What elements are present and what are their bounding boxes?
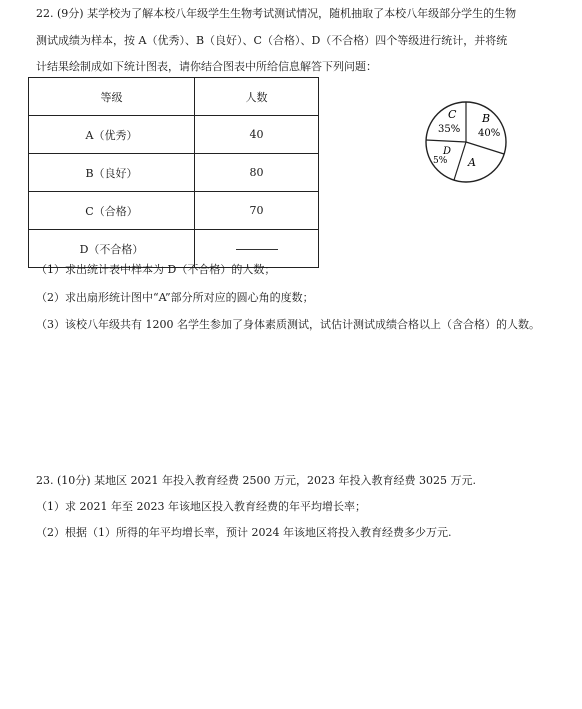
- q23-subquestion-2: （2）根据（1）所得的年平均增长率，预计 2024 年该地区将投入教育经费多少万元.: [36, 526, 452, 539]
- pie-value-b: 40%: [478, 128, 501, 139]
- q22-subquestion-1: （1）求出统计表中样本为 D（不合格）的人数；: [36, 263, 276, 276]
- grade-count-table: [28, 77, 319, 268]
- count-cell-blank: [195, 230, 319, 268]
- q22-stem-line2: 测试成绩为样本，按 A（优秀）、B（良好）、C（合格）、D（不合格）四个等级进行统计，并将统: [36, 34, 508, 47]
- pie-label-c: C: [448, 108, 457, 121]
- q22-stem-line1: 22. (9分) 某学校为了解本校八年级学生生物考试测试情况，随机抽取了本校八年级部分学生的生物: [36, 7, 517, 20]
- pie-divider: [466, 142, 504, 154]
- grade-cell: B（良好）: [29, 154, 195, 192]
- pie-label-d: D: [443, 146, 452, 157]
- pie-value-d: 5%: [433, 156, 448, 166]
- pie-divider: [454, 142, 466, 180]
- pie-label-a: A: [468, 156, 476, 169]
- header-count: 人数: [195, 78, 319, 116]
- table-row: [29, 230, 319, 268]
- count-cell: 40: [195, 116, 319, 154]
- table-row: [29, 116, 319, 154]
- pie-label-b: B: [482, 112, 491, 125]
- count-cell: 70: [195, 192, 319, 230]
- pie-value-c: 35%: [438, 124, 461, 135]
- q23-subquestion-1: （1）求 2021 年至 2023 年该地区投入教育经费的年平均增长率；: [36, 500, 366, 513]
- table-header-row: [29, 78, 319, 116]
- table-row: [29, 192, 319, 230]
- header-grade: 等级: [29, 78, 195, 116]
- q23-stem: 23. (10分) 某地区 2021 年投入教育经费 2500 万元，2023 年投入教育经费 3025 万元.: [36, 474, 477, 487]
- q22-subquestion-3: （3）该校八年级共有 1200 名学生参加了身体素质测试，试估计测试成绩合格以上（含合格）的人数。: [36, 318, 540, 331]
- grade-cell: C（合格）: [29, 192, 195, 230]
- pie-divider: [426, 140, 466, 142]
- answer-blank: [236, 248, 278, 250]
- grade-cell: D（不合格）: [29, 230, 195, 268]
- grade-cell: A（优秀）: [29, 116, 195, 154]
- pie-chart: [414, 100, 518, 184]
- table-row: [29, 154, 319, 192]
- count-cell: 80: [195, 154, 319, 192]
- q22-stem-line3: 计结果绘制成如下统计图表，请你结合图表中所给信息解答下列问题：: [36, 60, 377, 73]
- q22-subquestion-2: （2）求出扇形统计图中“A”部分所对应的圆心角的度数；: [36, 291, 314, 304]
